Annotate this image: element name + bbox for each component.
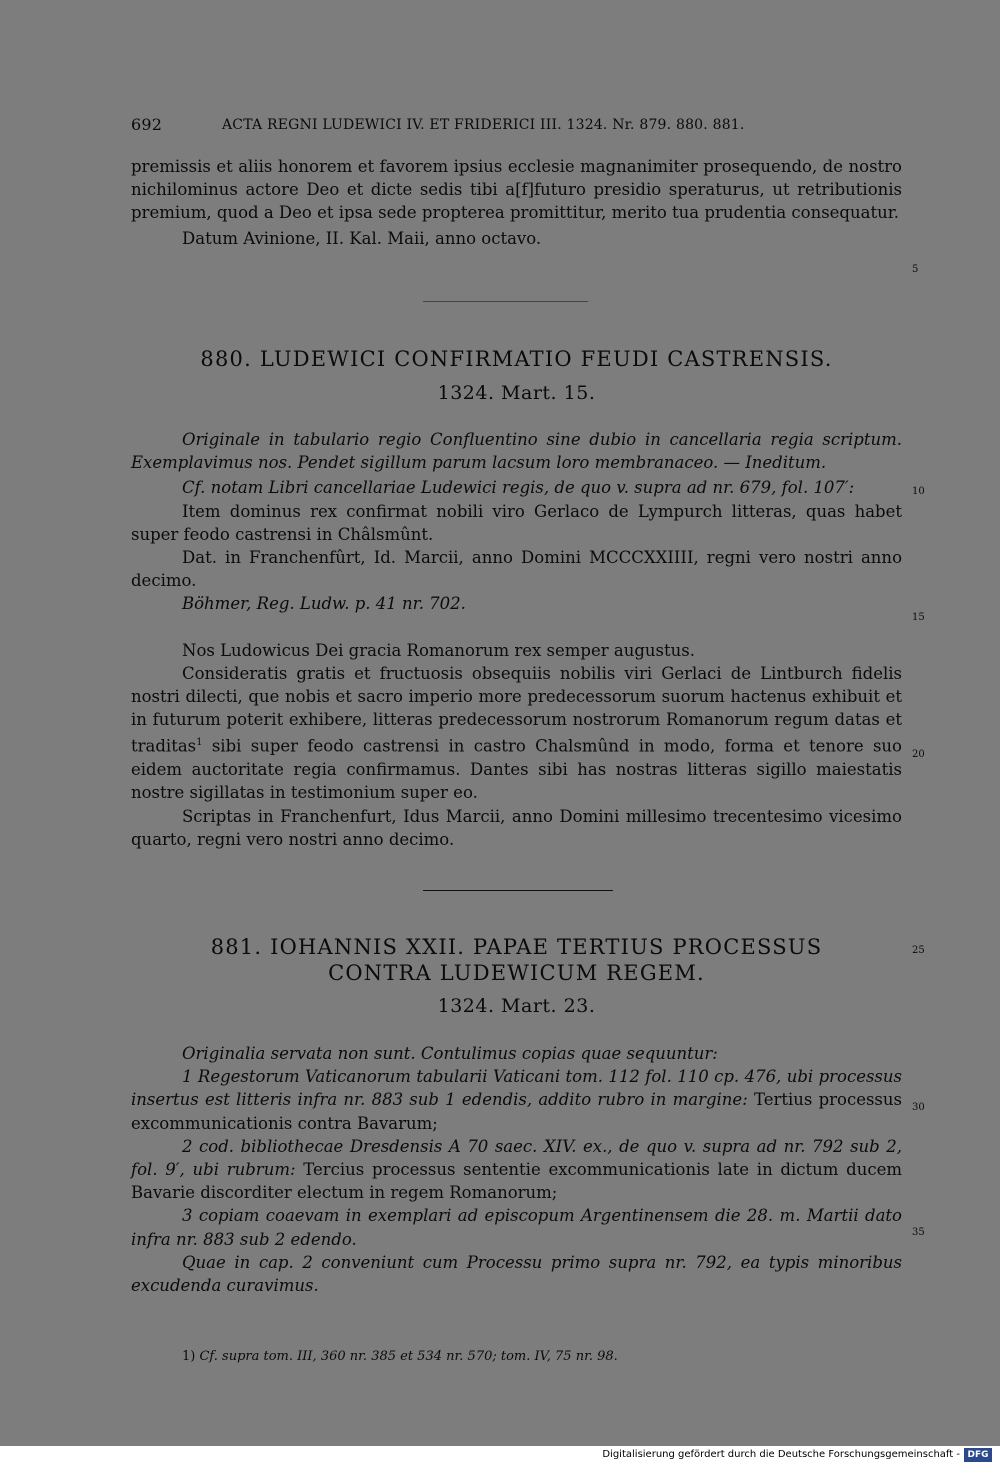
closing-paragraph: premissis et aliis honorem et favorem ipsius ecclesie magnanimiter prosequendo, de nostro nichilominus actore Deo et dicte sedis tibi a[f]futuro presidio speraturus, ut retributionis premium, quod a Deo et ipsa sede propterea promittitur, merito tua prudentia consequatur. bbox=[131, 157, 902, 223]
footnote-marker: 1 bbox=[196, 737, 203, 749]
register-dating: Dat. in Franchenfûrt, Id. Marcii, anno Domini MCCCXXIIII, regni vero nostri anno decimo. bbox=[131, 548, 902, 591]
source-note: Originale in tabulario regio Confluentino sine dubio in cancellaria regia scriptum. Exemplavimus nos. Pendet sigillum parum lacsum loro membranaceo. — Ineditum. bbox=[131, 430, 902, 473]
charter-text-part-b: sibi super feodo castrensi in castro Chalsmûnd in modo, forma et tenore suo eidem auctoritate regia confirmamus. Dantes sibi has nostras litteras sigillo maiestatis nostre sigillatas in testimonium super eo. bbox=[131, 736, 902, 803]
document-date-881: 1324. Mart. 23. bbox=[437, 995, 596, 1017]
line-number: 5 bbox=[912, 264, 919, 275]
document-title-881-line1: 881. IOHANNIS XXII. PAPAE TERTIUS PROCESSUS bbox=[210, 935, 823, 959]
register-entry: Item dominus rex confirmat nobili viro Gerlaco de Lympurch litteras, quas habet super feodo castrensi in Châlsmûnt. bbox=[131, 501, 902, 544]
copy-1-description: 1 Regestorum Vaticanorum tabularii Vaticani tom. 112 fol. 110 cp. 476, ubi processus insertus est litteris infra nr. 883 sub 1 edendis, addito rubro in margine: bbox=[131, 1067, 902, 1110]
line-number: 15 bbox=[912, 612, 925, 623]
intitulatio: Nos Ludowicus Dei gracia Romanorum rex semper augustus. bbox=[182, 640, 695, 660]
line-number: 25 bbox=[912, 945, 925, 956]
page-header bbox=[131, 115, 902, 137]
previous-document-ending bbox=[131, 155, 902, 250]
edition-note: Quae in cap. 2 conveniunt cum Processu primo supra nr. 792, ea typis minoribus excudenda curavimus. bbox=[131, 1252, 902, 1296]
charter-text bbox=[131, 662, 902, 805]
copy-1 bbox=[131, 1065, 902, 1135]
footnotes bbox=[131, 1345, 902, 1368]
running-title: ACTA REGNI LUDEWICI IV. ET FRIDERICI III. 1324. Nr. 879. 880. 881. bbox=[222, 117, 745, 133]
datum-line: Datum Avinione, II. Kal. Maii, anno octavo. bbox=[182, 228, 542, 248]
funding-credit: Digitalisierung gefördert durch die Deutsche Forschungsgemeinschaft - bbox=[602, 1449, 960, 1460]
footnote-mark: 1) bbox=[182, 1349, 196, 1364]
line-number: 30 bbox=[912, 1102, 925, 1113]
digitization-footer bbox=[0, 1446, 1000, 1466]
separator-rule bbox=[423, 301, 588, 302]
line-number: 20 bbox=[912, 749, 925, 760]
dfg-logo: DFG bbox=[964, 1448, 992, 1462]
document-880-body bbox=[131, 428, 902, 851]
chancery-note: Cf. notam Libri cancellariae Ludewici regis, de quo v. supra ad nr. 679, fol. 107′: bbox=[182, 478, 855, 498]
boehmer-reference: Böhmer, Reg. Ludw. p. 41 nr. 702. bbox=[182, 594, 466, 614]
footnote-1 bbox=[131, 1345, 902, 1368]
line-number: 35 bbox=[912, 1227, 925, 1238]
copy-2-rubric: Tercius processus sententie excommunicationis late in dictum ducem Bavarie discorditer electum in regem Romanorum; bbox=[131, 1160, 902, 1203]
footnote-text: Cf. supra tom. III, 360 nr. 385 et 534 nr. 570; tom. IV, 75 nr. 98. bbox=[199, 1349, 618, 1364]
originals-note: Originalia servata non sunt. Contulimus copias quae sequuntur: bbox=[182, 1044, 718, 1063]
line-number: 10 bbox=[912, 486, 925, 497]
charter-text-part-a: Consideratis gratis et fructuosis obsequiis nobilis viri Gerlaci de Lintburch fidelis nostri dilecti, que nobis et sacro imperio more predecessorum suorum hactenus exhibuit et in futurum poterit exhibere, litteras predecessorum nostrorum Romanorum regum datas et traditas bbox=[131, 663, 902, 756]
page-number: 692 bbox=[131, 115, 163, 134]
document-title-880: 880. LUDEWICI CONFIRMATIO FEUDI CASTRENSIS. bbox=[200, 347, 833, 371]
document-881-body bbox=[131, 1042, 902, 1297]
copy-2-description: 2 cod. bibliothecae Dresdensis A 70 saec. XIV. ex., de quo v. supra ad nr. 792 sub 2, fol. 9′, ubi rubrum: bbox=[131, 1136, 902, 1180]
document-date-880: 1324. Mart. 15. bbox=[437, 382, 596, 404]
separator-rule bbox=[423, 890, 613, 891]
document-title-881-line2: CONTRA LUDEWICUM REGEM. bbox=[328, 961, 705, 985]
copy-2 bbox=[131, 1135, 902, 1205]
copy-1-rubric: Tertius processus excommunicationis contra Bavarum; bbox=[131, 1090, 902, 1133]
copy-3: 3 copiam coaevam in exemplari ad episcopum Argentinensem die 28. m. Martii dato infra nr. 883 sub 2 edendo. bbox=[131, 1206, 902, 1249]
charter-dating: Scriptas in Franchenfurt, Idus Marcii, anno Domini millesimo trecentesimo vicesimo quarto, regni vero nostri anno decimo. bbox=[131, 806, 902, 849]
